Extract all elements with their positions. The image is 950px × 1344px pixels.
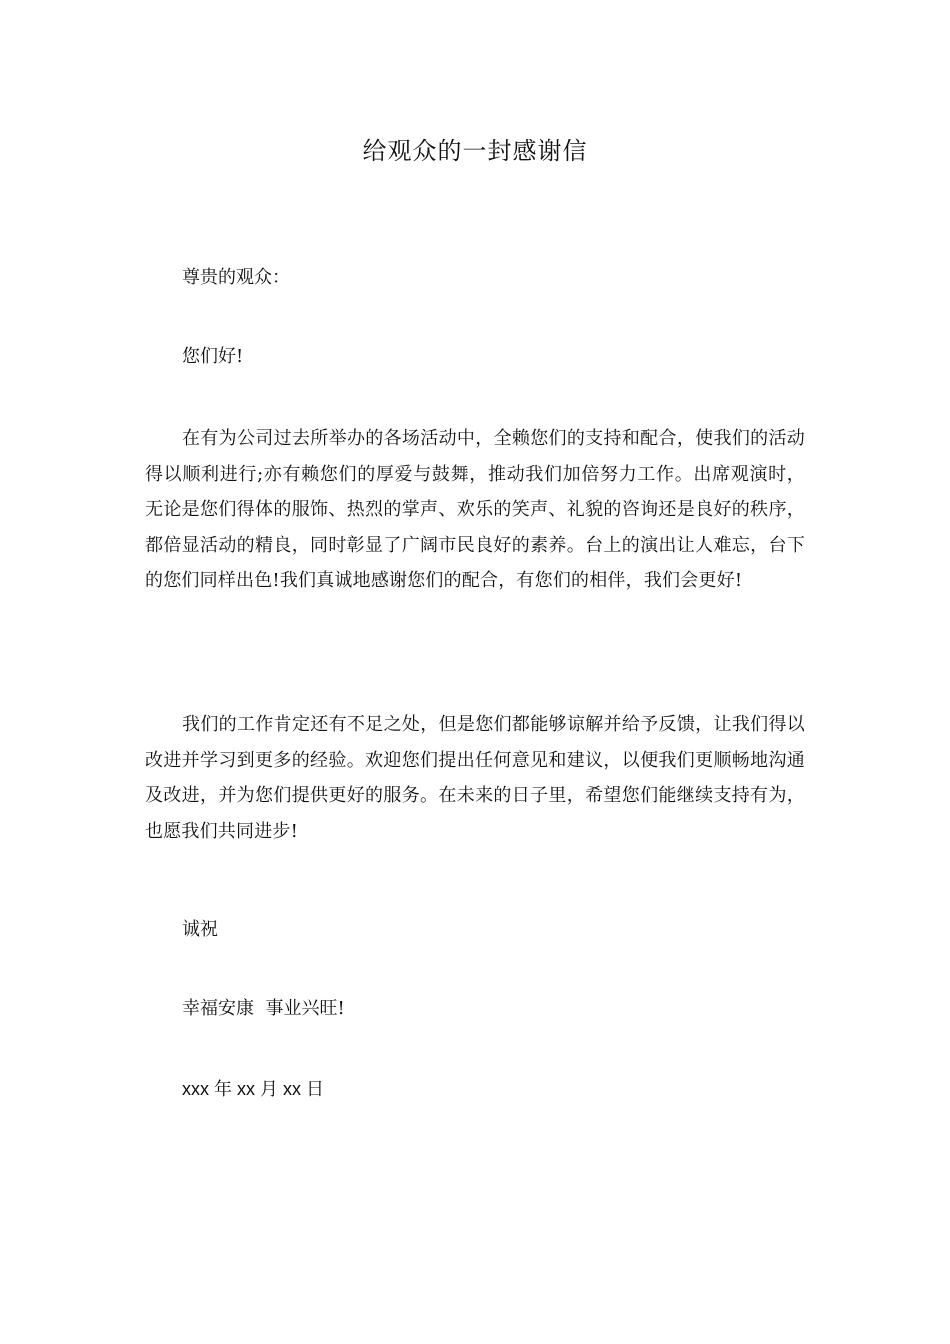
greeting: 您们好! [182, 346, 244, 367]
closing-phrase: 诚祝 [182, 919, 218, 940]
letter-date: xxx 年 xx 月 xx 日 [182, 1079, 325, 1099]
letter-title: 给观众的一封感谢信 [362, 137, 588, 165]
wishes-line: 幸福安康 事业兴旺! [182, 998, 345, 1019]
body-paragraph-1: 在有为公司过去所举办的各场活动中，全赖您们的支持和配合，使我们的活动得以顺利进行;亦有赖您们的厚爱与鼓舞，推动我们加倍努力工作。出席观演时，无论是您们得体的服饰、热烈的掌声、欢乐的笑声、礼貌的咨询还是良好的秩序，都倍显活动的精良，同时彰显了广阔市民良好的素养。台上的演出让人难忘，台下的您们同样出色!我们真诚地感谢您们的配合，有您们的相伴，我们会更好! [145, 428, 805, 591]
body-paragraph-2: 我们的工作肯定还有不足之处，但是您们都能够谅解并给予反馈，让我们得以改进并学习到更多的经验。欢迎您们提出任何意见和建议，以便我们更顺畅地沟通及改进，并为您们提供更好的服务。在未来的日子里，希望您们能继续支持有为，也愿我们共同进步! [145, 714, 805, 842]
salutation: 尊贵的观众： [182, 267, 290, 288]
